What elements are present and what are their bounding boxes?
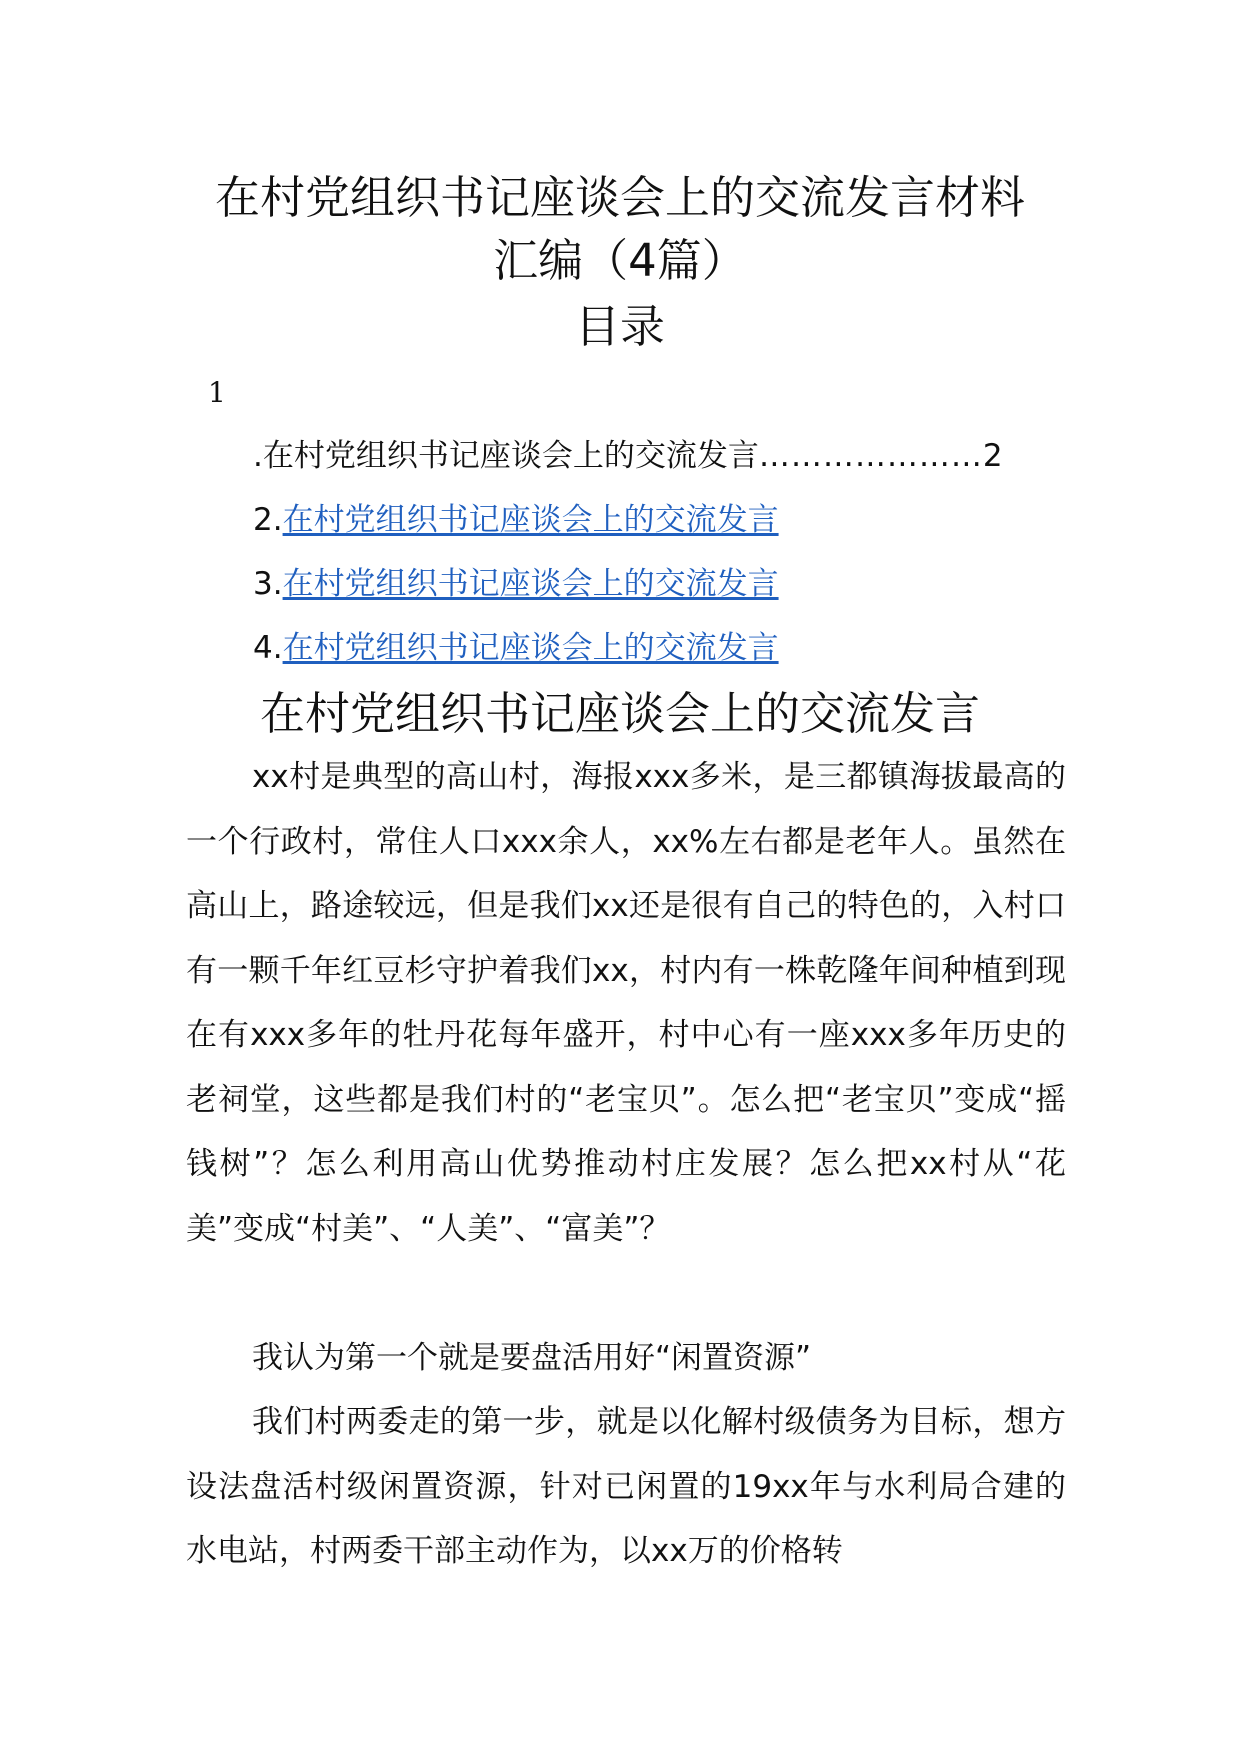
toc-page-number: 2	[982, 438, 1003, 474]
toc-entry-prefix: 3.	[253, 566, 283, 602]
toc-heading: 目录	[574, 300, 665, 353]
toc-entry-link[interactable]: 在村党组织书记座谈会上的交流发言	[282, 566, 779, 602]
toc-entry-text[interactable]: 在村党组织书记座谈会上的交流发言	[262, 438, 759, 474]
toc-dot-leader: …………………	[758, 438, 983, 474]
body-subheading: 我认为第一个就是要盘活用好“闲置资源”	[252, 1340, 812, 1376]
toc-entry-prefix: 4.	[253, 630, 283, 666]
toc-entry-link[interactable]: 在村党组织书记座谈会上的交流发言	[282, 630, 779, 666]
body-paragraph-1: xx村是典型的高山村，海报xxx多米，是三都镇海拔最高的一个行政村，常住人口xxx余人，xx%左右都是老年人。虽然在高山上，路途较远，但是我们xx还是很有自己的特色的，入村口有一颗千年红豆杉守护着我们xx，村内有一株乾隆年间种植到现在有xxx多年的牡丹花每年盛开，村中心有一座xxx多年历史的老祠堂，这些都是我们村的“老宝贝”。怎么把“老宝贝”变成“摇钱树”？怎么利用高山优势推动村庄发展？怎么把xx村从“花美”变成“村美”、“人美”、“富美”？	[186, 759, 1066, 1247]
document-title-line-2: 汇编（4篇）	[493, 234, 747, 287]
toc-entry-link[interactable]: 在村党组织书记座谈会上的交流发言	[282, 502, 779, 538]
section-heading: 在村党组织书记座谈会上的交流发言	[259, 687, 980, 740]
toc-entry-1[interactable]	[253, 434, 1003, 478]
toc-entry-4	[253, 626, 779, 670]
toc-entry-prefix: .	[253, 438, 263, 474]
document-title-line-1: 在村党组织书记座谈会上的交流发言材料	[214, 171, 1025, 224]
toc-stray-number: 1	[208, 376, 226, 409]
body-paragraph-2: 我们村两委走的第一步，就是以化解村级债务为目标，想方设法盘活村级闲置资源，针对已闲置的19xx年与水利局合建的水电站，村两委干部主动作为，以xx万的价格转	[186, 1404, 1066, 1569]
toc-entry-3	[253, 562, 779, 606]
toc-entry-2	[253, 498, 779, 542]
toc-entry-prefix: 2.	[253, 502, 283, 538]
